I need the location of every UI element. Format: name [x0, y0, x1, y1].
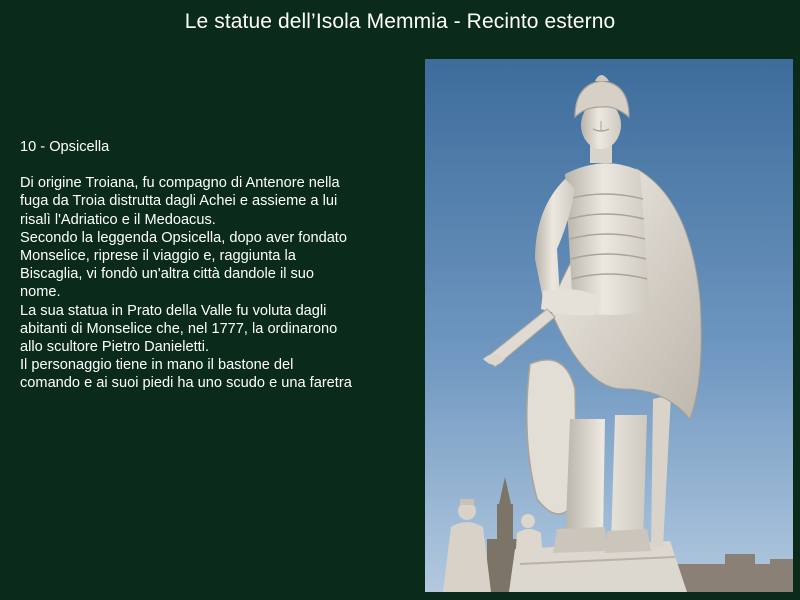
statue-heading: 10 - Opsicella: [20, 139, 110, 155]
description-line: Monselice, riprese il viaggio e, raggiunta la: [20, 248, 296, 265]
description-line: Il personaggio tiene in mano il bastone del: [20, 357, 294, 374]
statue-photo: [425, 59, 793, 592]
description-line: La sua statua in Prato della Valle fu voluta dagli: [20, 302, 327, 319]
description-line: risalì l'Adriatico e il Medoacus.: [20, 211, 216, 228]
description-line: allo scultore Pietro Danieletti.: [20, 339, 209, 356]
description-line: Di origine Troiana, fu compagno di Antenore nella: [20, 175, 340, 192]
description-line: nome.: [20, 284, 61, 301]
slide-title: Le statue dell’Isola Memmia - Recinto esterno: [184, 10, 616, 33]
description-line: Biscaglia, vi fondò un'altra città dandole il suo: [20, 266, 315, 283]
statue-description: [20, 138, 415, 393]
description-line: fuga da Troia distrutta dagli Achei e assieme a lui: [20, 193, 338, 210]
description-line: abitanti di Monselice che, nel 1777, la ordinarono: [20, 320, 338, 337]
description-line: Secondo la leggenda Opsicella, dopo aver fondato: [20, 229, 347, 246]
description-line: comando e ai suoi piedi ha uno scudo e una faretra: [20, 375, 352, 392]
